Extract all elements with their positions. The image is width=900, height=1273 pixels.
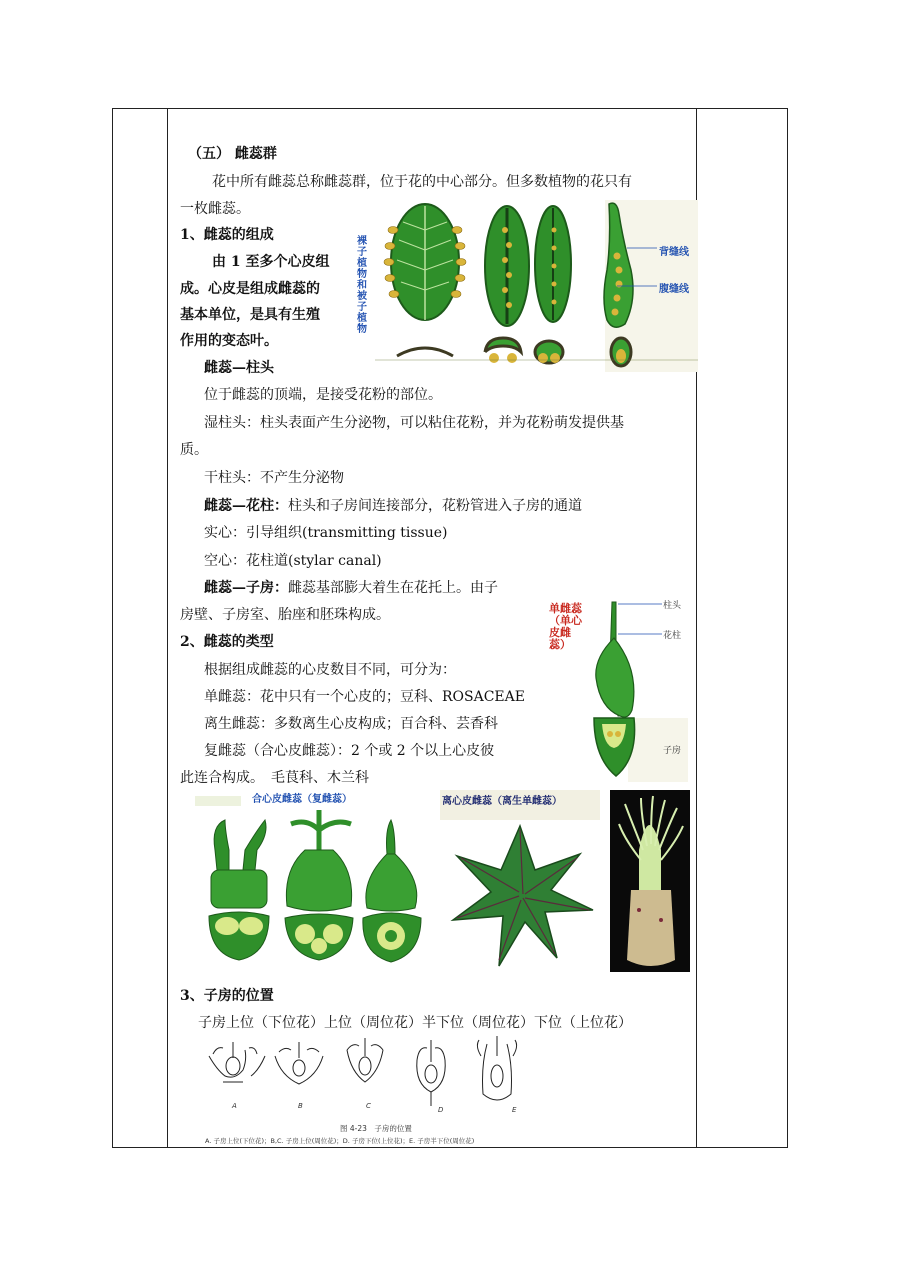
ventral-suture-label: 腹缝线: [659, 284, 689, 295]
apocarpous-pistil-star: [453, 826, 593, 966]
ovary-position-figure: [205, 1036, 540, 1122]
s2-heading: 2、雌蕊的类型: [180, 634, 274, 650]
dorsal-suture-label: 背缝线: [659, 247, 689, 258]
apocarpous-pistil: 离生雌蕊：多数离生心皮构成；百合科、芸香科: [204, 716, 498, 732]
ovary-letter-d: D: [438, 1106, 444, 1114]
wet-stigma-line-2: 质。: [180, 442, 208, 458]
ovary-letter-c: C: [366, 1102, 371, 1110]
carpel-figure-side-label: 裸子植物和被子植物: [357, 236, 367, 335]
ovary-heading: 雌蕊—子房：: [204, 580, 288, 596]
simple-pistil: 单雌蕊：花中只有一个心皮的；豆科、ROSACEAE: [204, 689, 525, 705]
syncarpous-pistil-1: [209, 820, 269, 960]
ovary-letter-e: E: [512, 1106, 517, 1114]
s3-heading: 3、子房的位置: [180, 988, 274, 1004]
stigma-definition: 位于雌蕊的顶端，是接受花粉的部位。: [204, 387, 442, 403]
intro-line-2: 一枚雌蕊。: [180, 201, 250, 217]
compound-pistil-line-1: 复雌蕊（合心皮雌蕊）：2 个或 2 个以上心皮彼: [204, 743, 495, 759]
syncarpous-pistil-3: [363, 820, 421, 962]
ovary-diagram-a: [209, 1042, 265, 1082]
ovary-line-2: 房壁、子房室、胎座和胚珠构成。: [180, 607, 390, 623]
apocarpous-title: 离心皮雌蕊（离生单雌蕊）: [442, 796, 562, 807]
pistil-photo: [610, 790, 690, 972]
ovary-letter-b: B: [298, 1102, 303, 1110]
style-line: [204, 498, 582, 514]
ovary-letter-a: A: [232, 1102, 237, 1110]
column-divider-left: [167, 108, 168, 1148]
stigma-heading: 雌蕊—柱头: [204, 360, 274, 376]
style-definition: 柱头和子房间连接部分，花粉管进入子房的通道: [288, 498, 582, 514]
carpel-leaf-closed: [535, 206, 571, 322]
dry-stigma: 干柱头：不产生分泌物: [204, 470, 344, 486]
s1-def-line-1: 由 1 至多个心皮组: [212, 254, 330, 270]
s1-def-line-3: 基本单位，是具有生殖: [180, 307, 320, 323]
ovary-positions: 子房上位（下位花）上位（周位花）半下位（周位花）下位（上位花）: [198, 1015, 632, 1031]
s1-heading: 1、雌蕊的组成: [180, 227, 274, 243]
syncarpous-pistil-2: [285, 810, 353, 960]
ovary-diagram-e: [477, 1036, 516, 1100]
section-heading: （五） 雌蕊群: [188, 146, 277, 162]
ovary-line-1: [204, 580, 498, 596]
carpel-figure: [355, 200, 698, 372]
syncarpous-title: 合心皮雌蕊（复雌蕊）: [252, 794, 352, 805]
solid-style: 实心：引导组织(transmitting tissue): [204, 525, 448, 541]
intro-line-1: 花中所有雌蕊总称雌蕊群，位于花的中心部分。但多数植物的花只有: [212, 174, 632, 190]
ovary-figure-legend: A. 子房上位(下位花)；B,C. 子房上位(周位花)；D. 子房下位(上位花)；E. 子房半下位(周位花): [205, 1137, 475, 1145]
style-label: 花柱: [663, 631, 682, 641]
carpel-leaf-open: [384, 204, 466, 320]
style-heading: 雌蕊—花柱：: [204, 498, 288, 514]
ovary-label: 子房: [663, 746, 682, 756]
pistil-types-figure: [195, 790, 695, 976]
simple-pistil-side-label: 单雌蕊（单心皮雌蕊）: [549, 602, 582, 651]
ovary-diagram-b: [275, 1042, 323, 1084]
ovary-diagram-d: [417, 1040, 445, 1106]
s1-def-line-2: 成。心皮是组成雌蕊的: [180, 281, 320, 297]
ovary-figure-title: 图 4-23 子房的位置: [340, 1124, 412, 1133]
ovary-diagram-c: [347, 1038, 383, 1082]
s1-def-line-4: 作用的变态叶。: [180, 333, 278, 349]
types-intro: 根据组成雌蕊的心皮数目不同，可分为：: [204, 662, 456, 678]
stigma-label: 柱头: [663, 601, 682, 611]
ovary-definition-1: 雌蕊基部膨大着生在花托上。由子: [288, 580, 498, 596]
hollow-style: 空心：花柱道(stylar canal): [204, 553, 382, 569]
compound-pistil-line-2: 此连合构成。 毛茛科、木兰科: [180, 770, 369, 786]
wet-stigma-line-1: 湿柱头：柱头表面产生分泌物，可以粘住花粉，并为花粉萌发提供基: [204, 415, 624, 431]
carpel-leaf-folding: [485, 206, 529, 326]
